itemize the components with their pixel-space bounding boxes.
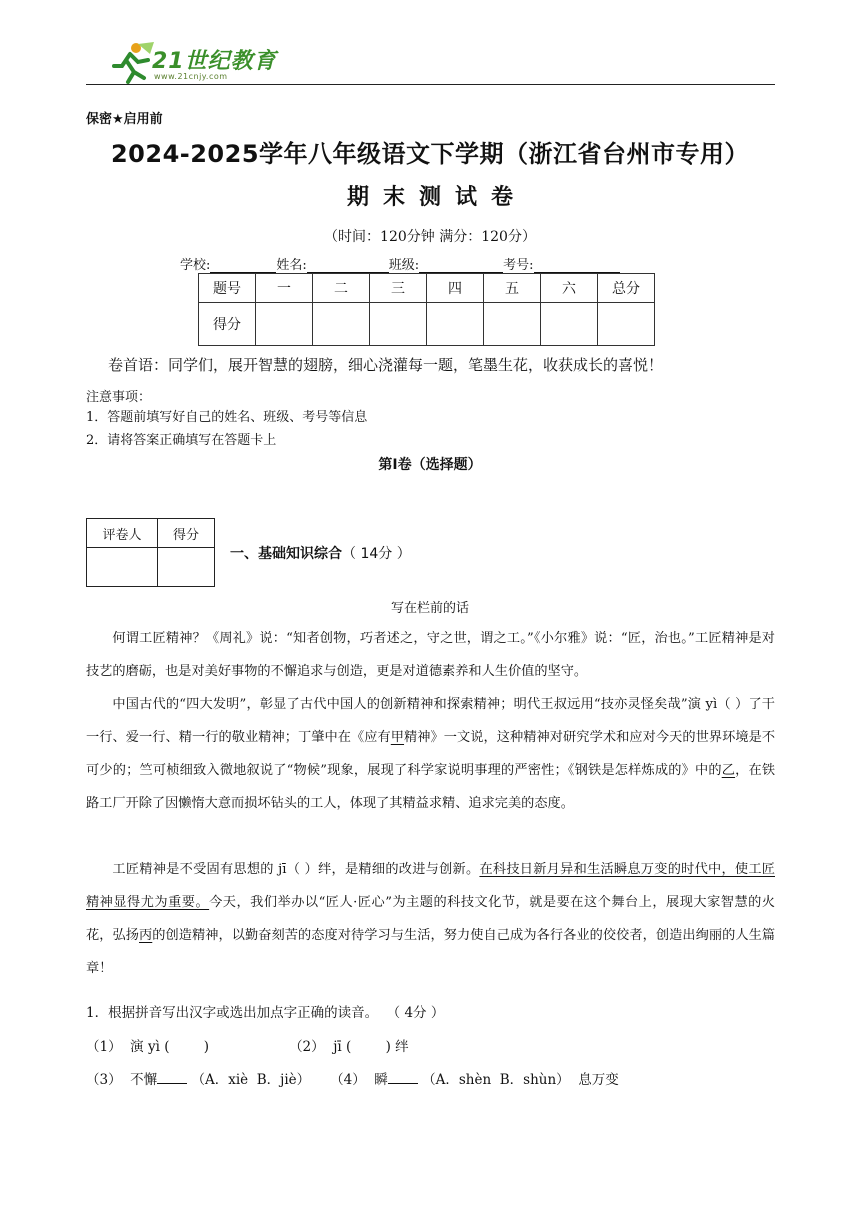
logo-text: 21世纪教育 — [152, 49, 277, 74]
p3-text-c: 的创造精神，以勤奋刻苦的态度对待学习与生活，努力使自己成为各行各业的佼佼者，创造出绚丽的人生篇章！ — [86, 928, 776, 976]
grader-cell[interactable] — [87, 548, 158, 587]
note-item: 1．答题前填写好自己的姓名、班级、考号等信息 — [86, 410, 368, 425]
score-cell[interactable] — [427, 303, 484, 346]
score-header-cell: 五 — [484, 274, 541, 303]
school-label: 学校: — [180, 258, 211, 273]
blank-marker-yi: 乙 — [721, 763, 736, 778]
essay-title: 写在栏前的话 — [390, 601, 469, 616]
blank-marker-bing: 丙 — [139, 928, 153, 943]
exam-no-label: 考号: — [503, 258, 534, 273]
logo-url: www.21cnjy.com — [154, 72, 228, 81]
grader-header-cell: 得分 — [158, 519, 215, 548]
sub-question-3-word: （3） 不懈 — [86, 1072, 158, 1088]
part-title: 第Ⅰ卷（选择题） — [378, 457, 482, 473]
class-label: 班级: — [388, 258, 420, 273]
sub-question-4-options: （A．shèn B．shùn） 息万变 — [417, 1072, 619, 1088]
header-divider — [86, 84, 775, 85]
score-header-cell: 题号 — [199, 274, 256, 303]
sub-question-2: （2） jī ( ) 绊 — [289, 1039, 409, 1055]
school-blank[interactable] — [210, 258, 276, 273]
blank-marker-jia: 甲 — [390, 730, 405, 745]
p2-text-b: 精神》一文说，这种精神对研究学术和应对今天的世界环境是不可少的；竺可桢细致入微地叙说了“物候”现象，展现了科学家说明事理的严密性；《钢铁是怎样炼成的》中的 — [86, 730, 776, 778]
score-cell[interactable] — [598, 303, 655, 346]
exam-no-blank[interactable] — [534, 258, 620, 273]
score-header-cell: 二 — [313, 274, 370, 303]
section-points: （ 14分 ） — [342, 546, 411, 562]
score-table — [198, 273, 655, 346]
page-title: 2024-2025学年八年级语文下学期（浙江省台州市专用） — [110, 140, 750, 168]
essay-paragraph-3 — [86, 853, 775, 985]
score-header-cell: 一 — [256, 274, 313, 303]
essay-paragraph-2 — [86, 688, 775, 820]
grader-cell[interactable] — [158, 548, 215, 587]
name-blank[interactable] — [307, 258, 389, 273]
p2-text-c: ，在铁路工厂开除了因懒惰大意而损坏钻头的工人，体现了其精益求精、追求完美的态度。 — [86, 763, 776, 811]
score-header-cell: 四 — [427, 274, 484, 303]
student-info-line — [180, 254, 620, 273]
answer-blank[interactable] — [157, 1070, 187, 1084]
score-cell[interactable] — [484, 303, 541, 346]
essay-paragraph-1: 何谓工匠精神？《周礼》说：“知者创物，巧者述之，守之世，谓之工。”《小尔雅》说：“匠，治也。”工匠精神是对技艺的磨砺，也是对美好事物的不懈追求与创造，更是对道德素养和人生价值的坚守。 — [86, 631, 775, 679]
name-label: 姓名: — [276, 258, 307, 273]
note-item: 2．请将答案正确填写在答题卡上 — [86, 433, 277, 448]
score-header-cell: 六 — [541, 274, 598, 303]
grader-header-cell: 评卷人 — [87, 519, 158, 548]
question-1-row-2 — [86, 1068, 619, 1088]
sub-question-3-options: （A．xiè B．jiè） — [187, 1072, 311, 1088]
underlined-sentence: 在科技日新月异和生活瞬息万变的时代中，使工匠精神显得尤为重要。 — [86, 862, 775, 910]
notes-heading: 注意事项： — [86, 390, 152, 405]
score-cell[interactable] — [256, 303, 313, 346]
confidential-label: 保密★启用前 — [86, 112, 163, 127]
question-1-row-1 — [86, 1035, 409, 1055]
score-header-cell: 三 — [370, 274, 427, 303]
section-title-text: 一、基础知识综合 — [230, 546, 342, 562]
p3-text-b: 今天，我们举办以“匠人·匠心”为主题的科技文化节，就是要在这个舞台上，展现大家智慧的火花，弘扬 — [86, 895, 775, 943]
grader-table — [86, 518, 215, 587]
question-1: 1．根据拼音写出汉字或选出加点字正确的读音。 （ 4分 ） — [86, 1005, 445, 1021]
score-header-cell: 总分 — [598, 274, 655, 303]
score-cell[interactable] — [370, 303, 427, 346]
score-cell[interactable] — [541, 303, 598, 346]
p3-text-a: 工匠精神是不受固有思想的 jī（ ）绊，是精细的改进与创新。 — [112, 862, 480, 877]
score-cell[interactable] — [313, 303, 370, 346]
class-blank[interactable] — [419, 258, 503, 273]
section-title — [230, 543, 411, 563]
score-row-label: 得分 — [199, 303, 256, 346]
sub-question-1: （1） 演 yì ( ) — [86, 1039, 210, 1055]
page-subtitle: 期末测试卷 — [346, 185, 527, 210]
time-score-line: （时间：120分钟 满分：120分） — [324, 229, 536, 245]
preface-motto: 卷首语：同学们，展开智慧的翅膀，细心浇灌每一题，笔墨生花，收获成长的喜悦！ — [108, 356, 664, 374]
answer-blank[interactable] — [388, 1070, 418, 1084]
sub-question-4-word: （4） 瞬 — [330, 1072, 388, 1088]
p2-text-a: 中国古代的“四大发明”，彰显了古代中国人的创新精神和探索精神；明代王叔远用“技亦灵怪矣哉”演 yì（ ）了干一行、爱一行、精一行的敬业精神；丁肇中在《应有 — [86, 697, 775, 745]
